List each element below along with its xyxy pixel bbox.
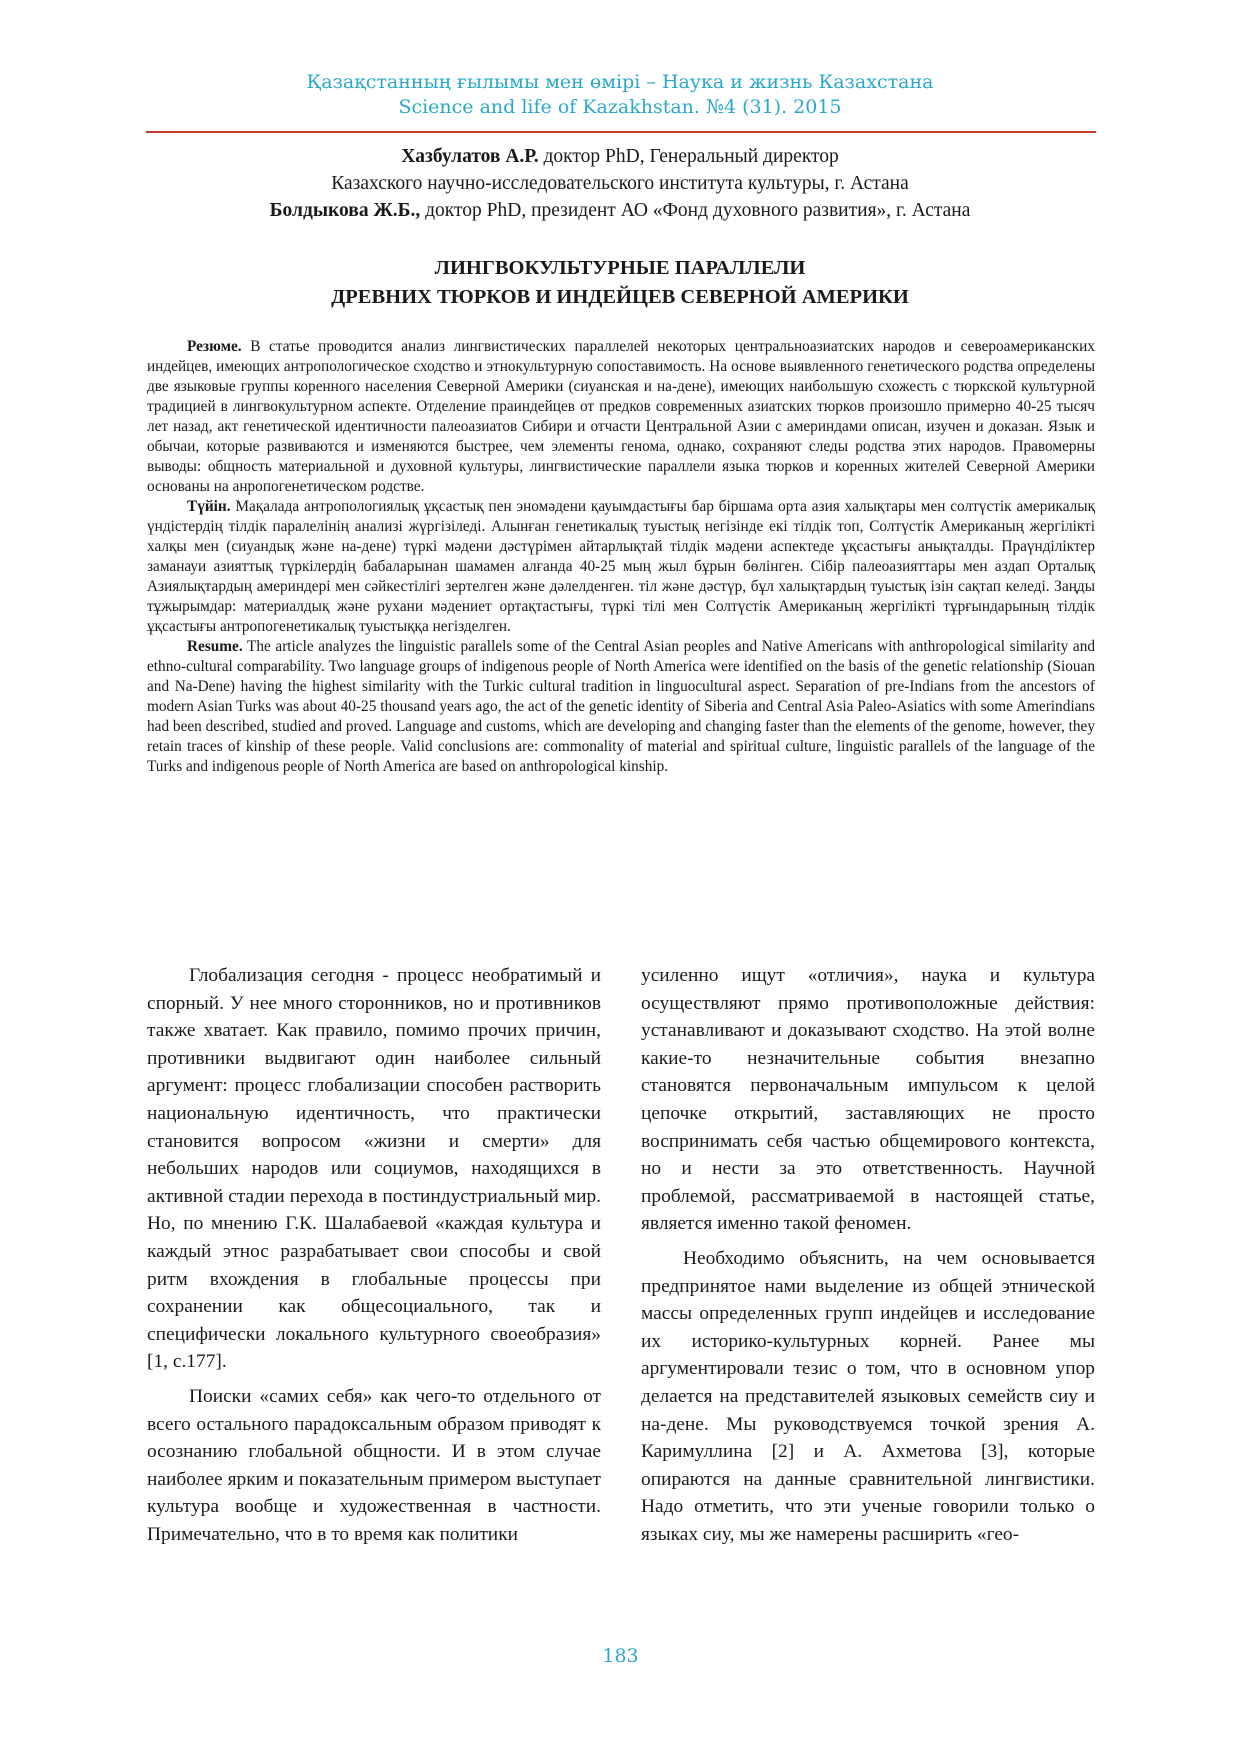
author-line-1 [150,143,1090,170]
abstract-ru-text: В статье проводится анализ лингвистических параллелей некоторых центральноазиатских народов и североамериканских индейцев, имеющих антропологическое сходство и этнокультурную сопоставимость. На основе выявленного генетического родства определены две языковые группы коренного населения Северной Америки (сиуанская и на-дене), имеющих наибольшую схожесть с тюркской культурной традицией в лингвокультурном аспекте. Отделение праиндейцев от предков современных азиатских тюрков произошло примерно 40-25 тысяч лет назад, акт генетической идентичности палеоазиатов Сибири и отчасти Центральной Азии с америндами описан, изучен и доказан. Язык и обычаи, которые развиваются и изменяются быстрее, чем элементы генома, однако, сохраняют следы родства этих народов. Правомерны выводы: общность материальной и духовной культуры, лингвистические параллели языка тюрков и коренных жителей Северной Америки основаны на анропогенетическом родстве. [147,338,1095,495]
author-info-2: доктор PhD, президент АО «Фонд духовного развития», г. Астана [420,200,971,221]
body-column-left [147,962,601,1548]
article-title [150,254,1090,312]
body-paragraph: усиленно ищут «отличия», наука и культура осуществляют прямо противоположные действия: устанавливают и доказывают сходство. На этой волне какие-то незначительные события внезапно становятся первоначальным импульсом к целой цепочке открытий, заставляющих не просто воспринимать себя частью общемирового контекста, но и нести за это ответственность. Научной проблемой, рассматриваемой в настоящей статье, является именно такой феномен. [641,965,1095,1235]
journal-title: Қазақстанның ғылымы мен өмірі – Наука и жизнь Казахстана [306,71,934,93]
abstracts [147,337,1095,777]
abstract-ru-label: Резюме. [187,338,242,355]
abstract-en [147,637,1095,777]
author-name-2: Болдыкова Ж.Б., [269,200,421,221]
author-name-1: Хазбулатов А.Р. [401,146,539,167]
abstract-kz-text: Мақалада антропологиялық ұқсастық пен эномәдени қауымдастығы бар біршама орта азия халықтары мен солтүстік америкалық үндістердің тілдік паралелінің анализі жүргізіледі. Алынған генетикалық туыстық негізінде екі тілдік топ, Солтүстік Американың жергілікті халқы мен (сиуандық және на-дене) түркі мәдени дәстүрімен айтарлықтай тілдік мәдени аспектеде ұқсастығы анықталды. Праүнділіктер заманауи азияттық түркілердің бабаларынан шамамен алғанда 40-25 мың жыл бұрын бөлінген. Сібір палеоазияттары мен аздап Орталық Азиялықтардың америндері мен сәйкестілігі зертелген және дәлелденген. тіл және дәстүр, бұл халықтардың туыстық ізін сақтап келеді. Заңды тұжырымдар: материалдық және рухани мәдениет ортақтастығы, түркі тілі мен Солтүстік Американың жергілікті тұрғындарының тілдік ұқсастығы антропогенетикалық туыстыққа негізделген. [147,498,1095,635]
authors-block [150,143,1090,224]
abstract-en-text: The article analyzes the linguistic parallels some of the Central Asian peoples and Native Americans with anthropological similarity and ethno-cultural comparability. Two language groups of indigenous people of North America were identified on the basis of the genetic relationship (Siouan and Na-Dene) having the highest similarity with the Turkic cultural tradition in linguocultural aspect. Separation of pre-Indians from the ancestors of modern Asian Turks was about 40-25 thousand years ago, the act of the genetic identity of Siberia and Central Asia Paleo-Asiatics with some Amerindians had been described, studied and proved. Language and customs, which are developing and changing faster than the elements of the genome, however, they retain traces of kinship of these people. Valid conclusions are: commonality of material and spiritual culture, linguistic parallels of the language of the Turks and indigenous people of North America are based on anthropological kinship. [147,638,1095,775]
author-info-1: доктор PhD, Генеральный директор [538,146,839,167]
abstract-kz [147,497,1095,637]
article-title-line-1: ЛИНГВОКУЛЬТУРНЫЕ ПАРАЛЛЕЛИ [434,257,806,279]
page-number: 183 [602,1645,639,1667]
body-paragraph: Глобализация сегодня - процесс необратимый и спорный. У нее много сторонников, но и противников также хватает. Как правило, помимо прочих причин, противники выдвигают один наиболее сильный аргумент: процесс глобализации способен растворить национальную идентичность, что практически становится вопросом «жизни и смерти» для небольших народов или социумов, находящихся в активной стадии перехода в постиндустриальный мир. Но, по мнению Г.К. Шалабаевой «каждая культура и каждый этнос разрабатывает свои способы и свой ритм вхождения в глобальные процессы при сохранении как общесоциального, так и специфически локального культурного своеобразия» [1, с.177]. [147,965,601,1373]
body-paragraph: Необходимо объяснить, на чем основывается предпринятое нами выделение из общей этнической массы определенных групп индейцев и исследование их историко-культурных корней. Ранее мы аргументировали тезис о том, что в основном упор делается на представителей языковых семейств сиу и на-дене. Мы руководствуемся точкой зрения А. Каримуллина [2] и А. Ахметова [3], которые опираются на данные сравнительной лингвистики. Надо отметить, что эти ученые говорили только о языках сиу, мы же намерены расширить «гео- [641,1247,1095,1545]
body-paragraph: Поиски «самих себя» как чего-то отдельного от всего остального парадоксальным образом приводят к осознанию глобальной общности. И в этом случае наиболее ярким и показательным примером выступает культура вообще и художественная в частности. Примечательно, что в то время как политики [147,1385,601,1545]
article-title-line-2: ДРЕВНИХ ТЮРКОВ И ИНДЕЙЦЕВ СЕВЕРНОЙ АМЕРИКИ [331,286,909,308]
header-divider [146,131,1096,133]
author-affiliation-1: Казахского научно-исследовательского института культуры, г. Астана [331,173,909,194]
journal-issue: Science and life of Kazakhstan. №4 (31). 2015 [398,96,842,118]
abstract-kz-label: Түйін. [187,498,231,515]
body-column-right [641,962,1095,1548]
journal-header [140,70,1100,120]
abstract-en-label: Resume. [187,638,243,655]
abstract-ru [147,337,1095,497]
author-line-2 [150,197,1090,224]
